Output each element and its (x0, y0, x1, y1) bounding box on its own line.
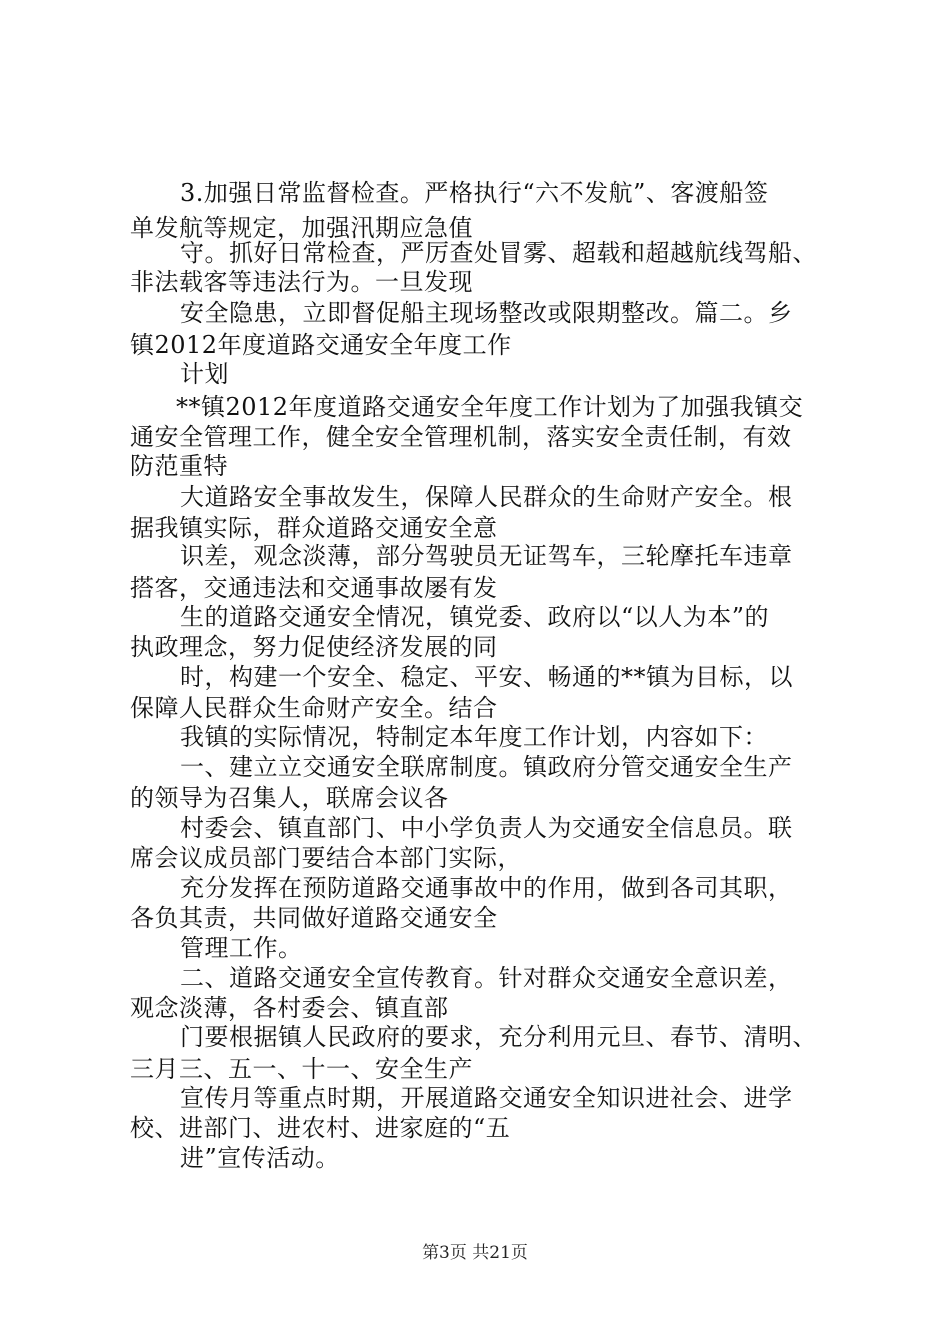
text-line-4: 非法载客等违法行为。一旦发现 (130, 268, 473, 296)
text-line-31: 宣传月等重点时期，开展道路交通安全知识进社会、进学 (180, 1084, 793, 1112)
text-line-3: 守。抓好日常检查，严厉查处冒雾、超载和超越航线驾船、 (180, 239, 817, 267)
text-line-32: 校、进部门、进农村、进家庭的“五 (130, 1114, 511, 1142)
text-line-19: 我镇的实际情况，特制定本年度工作计划，内容如下： (180, 723, 768, 751)
text-line-28: 观念淡薄，各村委会、镇直部 (130, 994, 449, 1022)
text-line-30: 三月三、五一、十一、安全生产 (130, 1055, 473, 1083)
text-line-8: **镇2012年度道路交通安全年度工作计划为了加强我镇交 (176, 393, 804, 421)
text-line-17: 时，构建一个安全、稳定、平安、畅通的**镇为目标，以 (180, 663, 793, 691)
text-line-12: 据我镇实际，群众道路交通安全意 (130, 514, 498, 542)
text-line-9: 通安全管理工作，健全安全管理机制，落实安全责任制，有效 (130, 423, 792, 451)
text-line-27: 二、道路交通安全宣传教育。针对群众交通安全意识差， (180, 964, 793, 992)
text-line-6: 镇2012年度道路交通安全年度工作 (130, 331, 512, 359)
text-line-33: 进”宣传活动。 (180, 1144, 340, 1172)
text-line-2: 单发航等规定，加强汛期应急值 (130, 214, 473, 242)
text-line-18: 保障人民群众生命财产安全。结合 (130, 694, 498, 722)
text-line-24: 充分发挥在预防道路交通事故中的作用，做到各司其职， (180, 874, 793, 902)
text-line-26: 管理工作。 (180, 934, 303, 962)
text-line-15: 生的道路交通安全情况，镇党委、政府以“以人为本”的 (180, 603, 770, 631)
text-line-13: 识差，观念淡薄，部分驾驶员无证驾车，三轮摩托车违章 (180, 542, 793, 570)
text-line-7: 计划 (180, 360, 229, 388)
text-line-14: 搭客，交通违法和交通事故屡有发 (130, 574, 498, 602)
text-line-20: 一、建立立交通安全联席制度。镇政府分管交通安全生产 (180, 753, 793, 781)
page-number-footer: 第3页 共21页 (422, 1243, 528, 1263)
text-line-23: 席会议成员部门要结合本部门实际， (130, 844, 522, 872)
text-line-22: 村委会、镇直部门、中小学负责人为交通安全信息员。联 (180, 814, 793, 842)
text-line-1: 3.加强日常监督检查。严格执行“六不发航”、客渡船签 (180, 179, 769, 207)
text-line-29: 门要根据镇人民政府的要求，充分利用元旦、春节、清明、 (180, 1023, 817, 1051)
text-line-5: 安全隐患，立即督促船主现场整改或限期整改。篇二。乡 (180, 299, 793, 327)
text-line-25: 各负其责，共同做好道路交通安全 (130, 904, 498, 932)
text-line-10: 防范重特 (130, 452, 228, 480)
text-line-11: 大道路安全事故发生，保障人民群众的生命财产安全。根 (180, 483, 793, 511)
text-line-21: 的领导为召集人，联席会议各 (130, 784, 449, 812)
text-line-16: 执政理念，努力促使经济发展的同 (130, 633, 498, 661)
